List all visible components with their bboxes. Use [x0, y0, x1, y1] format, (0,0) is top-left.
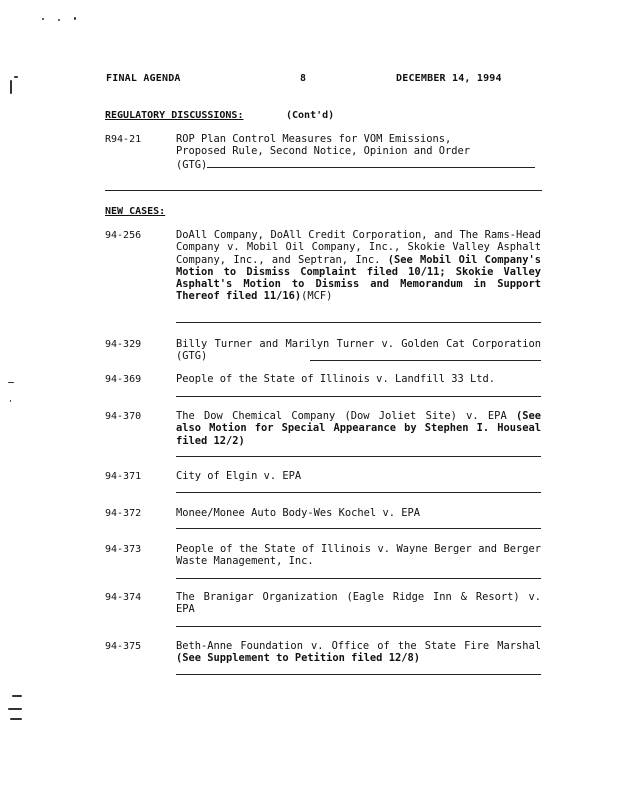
case-description [176, 229, 541, 303]
signature-line [176, 456, 541, 457]
signature-line [176, 396, 541, 397]
case-description [176, 640, 541, 665]
case-number: 94-371 [105, 471, 142, 482]
case-number: 94-373 [105, 544, 142, 555]
case-number: 94-329 [105, 339, 142, 350]
scan-speck [12, 695, 22, 697]
case-title: DoAll Company, DoAll Credit Corporation, and The Rams-Head Company v. Mobil Oil Company, Inc., Skokie Valley Asphalt Company, Inc., and Septran, Inc. [176, 229, 541, 266]
case-description: Billy Turner and Marilyn Turner v. Golden Cat Corporation (GTG) [176, 338, 541, 363]
signature-line [176, 492, 541, 493]
scan-speck [8, 708, 22, 710]
case-number: 94-369 [105, 374, 142, 385]
signature-line [176, 626, 541, 627]
signature-line [176, 578, 541, 579]
regulatory-continued-note: (Cont'd) [286, 110, 335, 121]
scan-speck [10, 400, 11, 402]
case-title: The Dow Chemical Company (Dow Joliet Site) v. EPA [176, 410, 507, 422]
case-description: People of the State of Illinois v. Wayne Berger and Berger Waste Management, Inc. [176, 543, 541, 568]
case-description: People of the State of Illinois v. Landfill 33 Ltd. [176, 373, 496, 385]
case-number: 94-372 [105, 508, 142, 519]
section-divider [105, 190, 542, 191]
description-line: ROP Plan Control Measures for VOM Emissions, [176, 133, 452, 145]
signature-line [310, 360, 541, 361]
description-line: Proposed Rule, Second Notice, Opinion and Order [176, 145, 471, 158]
case-number: 94-256 [105, 230, 142, 241]
scan-speck [74, 17, 76, 20]
regulatory-heading: REGULATORY DISCUSSIONS: [105, 110, 244, 121]
case-note: (See Mobil Oil Company's Motion to Dismiss Complaint filed 10/11; Skokie Valley Asphalt's Motion to Dismiss and Memorandum in Support Thereof filed 11/16) [176, 253, 541, 303]
agenda-title: FINAL AGENDA [106, 73, 181, 84]
case-note: (See Supplement to Petition filed 12/8) [176, 652, 420, 665]
case-number: 94-370 [105, 411, 142, 422]
case-number: 94-375 [105, 641, 142, 652]
scan-speck [10, 718, 22, 720]
description-line-text: (GTG) [176, 158, 208, 171]
page-number: 8 [300, 73, 307, 84]
case-description [176, 133, 541, 171]
scan-speck [42, 18, 44, 20]
case-description: City of Elgin v. EPA [176, 470, 302, 482]
scan-speck [58, 19, 60, 21]
signature-line [176, 674, 541, 675]
case-initials: (MCF) [301, 290, 333, 303]
case-number: 94-374 [105, 592, 142, 603]
case-description: The Branigar Organization (Eagle Ridge Inn & Resort) v. EPA [176, 591, 541, 616]
signature-line [207, 158, 535, 168]
case-description: Monee/Monee Auto Body-Wes Kochel v. EPA [176, 507, 420, 519]
description-line [176, 158, 541, 171]
scan-speck [8, 382, 14, 383]
scan-speck [10, 80, 12, 94]
scan-speck [14, 76, 18, 78]
signature-line [176, 322, 541, 323]
new-cases-heading: NEW CASES: [105, 206, 166, 217]
agenda-date: DECEMBER 14, 1994 [396, 73, 502, 84]
case-description [176, 410, 541, 447]
case-number: R94-21 [105, 134, 142, 145]
signature-line [176, 528, 541, 529]
case-note: (See also Motion for Special Appearance by Stephen I. Houseal filed 12/2) [176, 410, 542, 447]
case-title: Beth-Anne Foundation v. Office of the State Fire Marshal [176, 640, 541, 652]
